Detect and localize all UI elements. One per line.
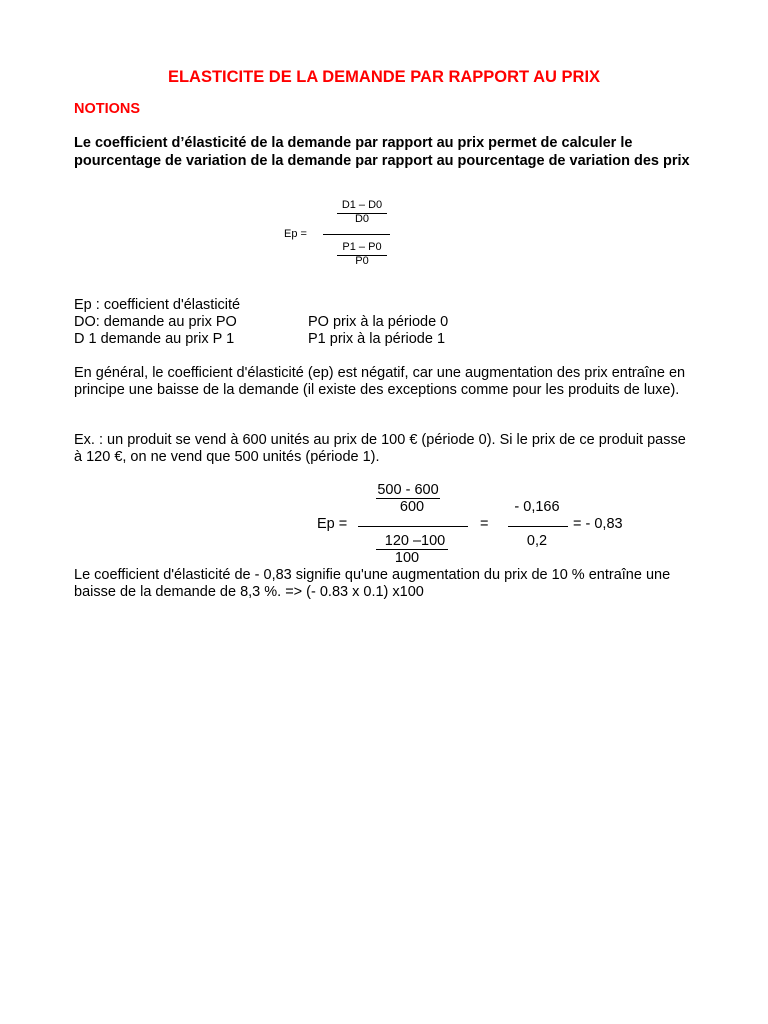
formula-main-rule bbox=[323, 234, 390, 235]
section-heading: NOTIONS bbox=[74, 101, 141, 117]
conclusion-paragraph: Le coefficient d'élasticité de - 0,83 signifie qu'une augmentation du prix de 10 % entraîne une baisse de la demande de 8,3 %. => (- 0.83 x 0.1) x100 bbox=[74, 567, 671, 600]
formula-numerator-top: D1 – D0 bbox=[341, 199, 383, 211]
definition-d1: D 1 demande au prix P 1 bbox=[74, 331, 235, 347]
calc-main-rule bbox=[358, 526, 468, 527]
general-paragraph: En général, le coefficient d'élasticité (ep) est négatif, car une augmentation des prix entraîne en principe une baisse de la demande (il existe des exceptions comme pour les produits de luxe). bbox=[74, 365, 686, 398]
example-paragraph: Ex. : un produit se vend à 600 unités au prix de 100 € (période 0). Si le prix de ce produit passe à 120 €, on ne vend que 500 unités (période 1). bbox=[74, 432, 686, 465]
calc-equals: = bbox=[480, 516, 489, 532]
definition-ep: Ep : coefficient d'élasticité bbox=[74, 297, 241, 313]
formula-numerator-bottom: D0 bbox=[354, 213, 370, 225]
calc-denominator-top: 120 –100 bbox=[384, 533, 446, 549]
calc-middle-rule bbox=[508, 526, 568, 527]
calc-lhs: Ep = bbox=[317, 516, 348, 532]
definition-d0: DO: demande au prix PO bbox=[74, 314, 237, 330]
page-title: ELASTICITE DE LA DEMANDE PAR RAPPORT AU PRIX bbox=[167, 68, 601, 86]
calc-denominator-bottom: 100 bbox=[394, 550, 420, 566]
calc-result: = - 0,83 bbox=[573, 516, 623, 532]
intro-paragraph: Le coefficient d’élasticité de la demande par rapport au prix permet de calculer le pourcentage de variation de la demande par rapport au pourcentage de variation des prix bbox=[74, 135, 690, 169]
formula-denominator-bottom: P0 bbox=[355, 255, 369, 267]
calc-middle-numerator: - 0,166 bbox=[514, 499, 560, 515]
calc-numerator-top: 500 - 600 bbox=[377, 482, 439, 498]
calc-middle-denominator: 0,2 bbox=[526, 533, 548, 549]
definition-p1: P1 prix à la période 1 bbox=[308, 331, 446, 347]
formula-lhs: Ep = bbox=[284, 228, 307, 240]
calc-numerator-bottom: 600 bbox=[399, 499, 425, 515]
formula-denominator-top: P1 – P0 bbox=[342, 241, 382, 253]
definition-p0: PO prix à la période 0 bbox=[308, 314, 449, 330]
